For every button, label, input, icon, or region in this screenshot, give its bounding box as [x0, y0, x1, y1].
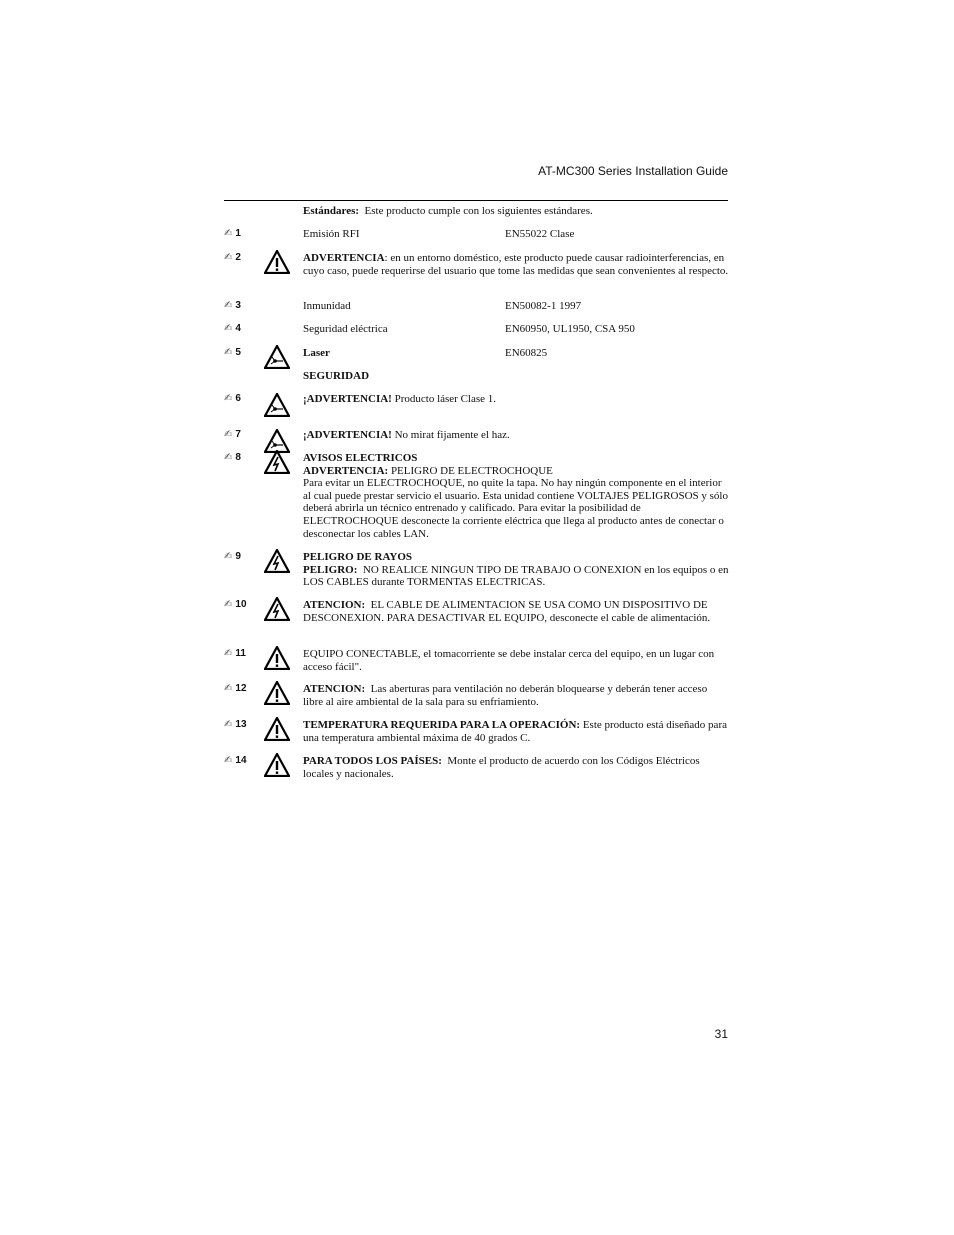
item-marker: ✍ 7: [224, 429, 241, 440]
header-rule: [224, 200, 728, 201]
pen-marker-icon: ✍: [224, 452, 233, 463]
pen-marker-icon: ✍: [224, 683, 233, 694]
pen-marker-icon: ✍: [224, 551, 233, 562]
item-marker: ✍ 5: [224, 347, 241, 358]
item-text: AVISOS ELECTRICOS ADVERTENCIA: PELIGRO DE ELECTROCHOQUE Para evitar un ELECTROCHOQUE, no quite la tapa. No hay ningún componente en el interior al cual puede prestar servicio el usuario. Esta unidad contiene VOLTAJES PELIGROSOS y sólo deberá abrirla un técnico entrenado y calificado. Para evitar la posibilidad de ELECTROCHOQUE desconecte la corriente eléctrica que llega al producto antes de conectar o desconectar los cables LAN.: [303, 452, 728, 540]
electric-shock-icon: [264, 450, 290, 474]
item-marker: ✍ 2: [224, 252, 241, 263]
item-text: Emisión RFI: [303, 228, 360, 240]
electric-shock-icon: [264, 549, 290, 573]
pen-marker-icon: ✍: [224, 323, 233, 334]
item-text: EQUIPO CONECTABLE, el tomacorriente se debe instalar cerca del equipo, en un lugar con acceso fácil".: [303, 648, 715, 673]
standards-intro: [303, 205, 593, 217]
pen-marker-icon: ✍: [224, 648, 233, 659]
item-marker: ✍ 6: [224, 393, 241, 404]
pen-marker-icon: ✍: [224, 300, 233, 311]
item-text: Seguridad eléctrica: [303, 323, 388, 335]
pen-marker-icon: ✍: [224, 252, 233, 263]
item-text: ATENCION: EL CABLE DE ALIMENTACION SE USA COMO UN DISPOSITIVO DE DESCONEXION. PARA DESACTIVAR EL EQUIPO, desconecte el cable de alimentación.: [303, 599, 711, 624]
pen-marker-icon: ✍: [224, 755, 233, 766]
item-marker: ✍ 13: [224, 719, 247, 730]
warning-triangle-icon: [264, 717, 290, 741]
laser-warning-icon: [264, 393, 290, 417]
item-marker: ✍ 4: [224, 323, 241, 334]
warning-triangle-icon: [264, 646, 290, 670]
pen-marker-icon: ✍: [224, 719, 233, 730]
item-marker: ✍ 9: [224, 551, 241, 562]
item-marker: ✍ 11: [224, 648, 246, 659]
item-marker: ✍ 1: [224, 228, 241, 239]
page-number: 31: [714, 1027, 728, 1041]
item-marker: ✍ 10: [224, 599, 247, 610]
pen-marker-icon: ✍: [224, 228, 233, 239]
running-header: AT-MC300 Series Installation Guide: [538, 164, 728, 178]
item-value: EN60825: [505, 347, 548, 359]
intro-text: Este producto cumple con los siguientes estándares.: [364, 205, 593, 217]
item-text: ¡ADVERTENCIA! Producto láser Clase 1.: [303, 393, 497, 405]
item-text: TEMPERATURA REQUERIDA PARA LA OPERACIÓN: Este producto está diseñado para una temperatura ambiental máxima de 40 grados C.: [303, 719, 727, 744]
electric-shock-icon: [264, 597, 290, 621]
seguridad-heading: SEGURIDAD: [303, 370, 370, 382]
item-marker: ✍ 12: [224, 683, 247, 694]
pen-marker-icon: ✍: [224, 599, 233, 610]
item-text: Inmunidad: [303, 300, 351, 312]
item-marker: ✍ 3: [224, 300, 241, 311]
warning-triangle-icon: [264, 250, 290, 274]
item-value: EN50082-1 1997: [505, 300, 582, 312]
intro-label: Estándares:: [303, 205, 360, 217]
pen-marker-icon: ✍: [224, 393, 233, 404]
pen-marker-icon: ✍: [224, 429, 233, 440]
item-marker: ✍ 14: [224, 755, 247, 766]
item-text: ATENCION: Las aberturas para ventilación no deberán bloquearse y deberán tener acceso libre al aire ambiental de la sala para su enfriamiento.: [303, 683, 708, 708]
item-marker: ✍ 8: [224, 452, 241, 463]
pen-marker-icon: ✍: [224, 347, 233, 358]
item-text: PARA TODOS LOS PAÍSES: Monte el producto de acuerdo con los Códigos Eléctricos locales y nacionales.: [303, 755, 700, 780]
item-value: EN55022 Clase: [505, 228, 575, 240]
item-text: Laser: [303, 347, 330, 359]
item-value: EN60950, UL1950, CSA 950: [505, 323, 635, 335]
warning-triangle-icon: [264, 753, 290, 777]
warning-triangle-icon: [264, 681, 290, 705]
laser-warning-icon: [264, 345, 290, 369]
item-text: ADVERTENCIA: en un entorno doméstico, este producto puede causar radiointerferencias, en cuyo caso, puede requerirse del usuario que tome las medidas que sean convenientes al respecto.: [303, 252, 729, 277]
item-text: PELIGRO DE RAYOS PELIGRO: NO REALICE NINGUN TIPO DE TRABAJO O CONEXION en los equipos o en LOS CABLES durante TORMENTAS ELECTRICAS.: [303, 551, 729, 589]
item-text: ¡ADVERTENCIA! No mirat fijamente el haz.: [303, 429, 510, 441]
